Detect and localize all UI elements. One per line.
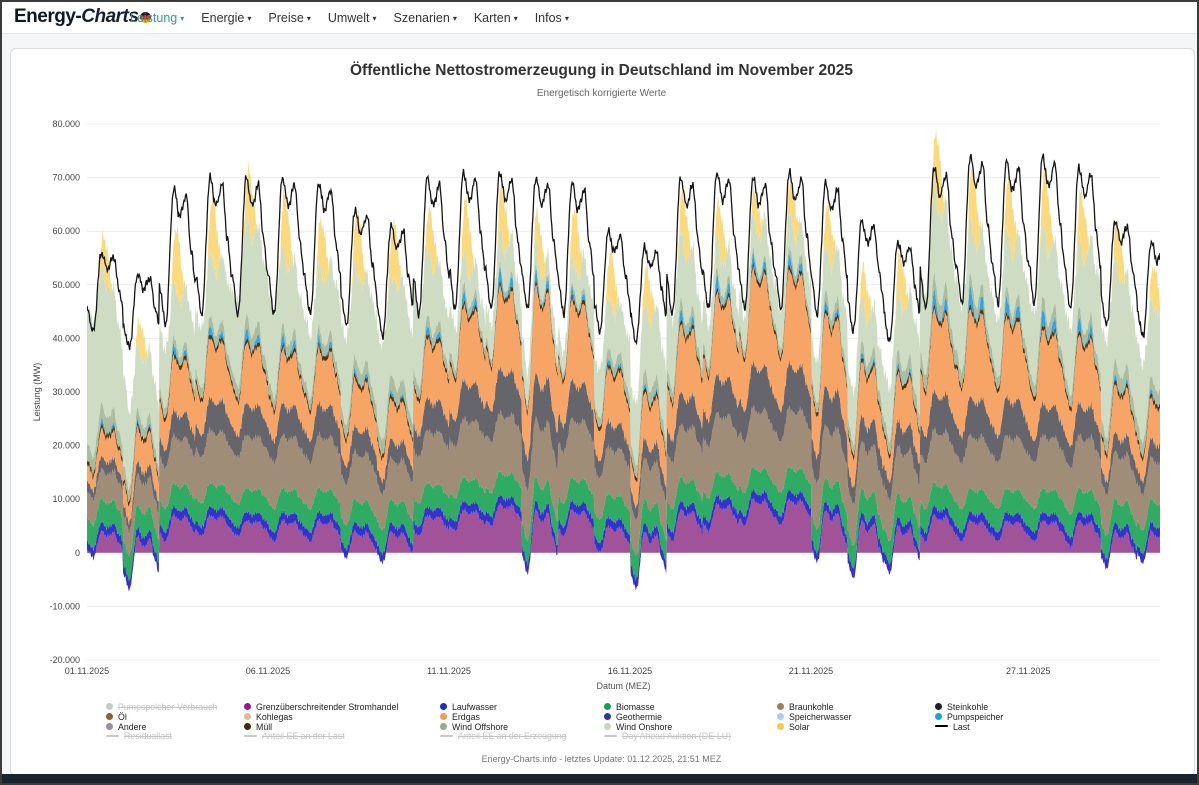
- legend-line-icon: [106, 735, 119, 737]
- legend-item-residuallast[interactable]: [106, 731, 217, 741]
- chevron-down-icon: ▾: [564, 13, 569, 23]
- legend-label: Steinkohle: [947, 701, 989, 712]
- legend-label: Kohlegas: [256, 711, 293, 722]
- legend-line-icon: [244, 735, 257, 737]
- nav-item-umwelt[interactable]: Umwelt ▾: [327, 10, 377, 25]
- legend-item-geothermie[interactable]: [604, 712, 731, 722]
- update-status-text: Energy-Charts.info - letztes Update: 01.12.2025, 21:51 MEZ: [481, 754, 722, 764]
- legend-label: Wind Offshore: [452, 721, 509, 732]
- legend-column: [106, 702, 217, 741]
- legend-dot-icon: [106, 723, 113, 730]
- legend-dot-icon: [777, 703, 784, 710]
- legend-label: Last: [953, 721, 970, 732]
- y-tick-label: 70.000: [52, 172, 80, 183]
- legend-item-oel[interactable]: [106, 712, 217, 722]
- legend-dot-icon: [440, 703, 447, 710]
- legend-item-braunkohle[interactable]: [777, 702, 852, 712]
- x-axis-label: Datum (MEZ): [596, 681, 651, 691]
- brand-part1: Energy-: [14, 6, 82, 27]
- bottom-edge-bar: [2, 774, 1197, 783]
- legend-item-day-ahead[interactable]: [604, 731, 731, 741]
- chevron-down-icon: ▾: [306, 13, 311, 23]
- legend-item-last[interactable]: [935, 722, 1003, 732]
- legend-label: Pumpspeicher: [947, 711, 1004, 722]
- legend-label: Solar: [789, 721, 810, 732]
- y-tick-label: -10.000: [49, 601, 80, 612]
- x-tick-label: 21.11.2025: [788, 666, 834, 676]
- legend-label: Erdgas: [452, 711, 480, 722]
- legend-column: [935, 702, 1003, 731]
- legend-item-anteil-ee-last[interactable]: [244, 731, 398, 741]
- generation-stacked-area-chart[interactable]: [2, 2, 1199, 785]
- legend-item-wind-onshore[interactable]: [604, 722, 731, 732]
- nav-item-szenarien[interactable]: Szenarien ▾: [393, 10, 457, 25]
- legend-dot-icon: [244, 703, 251, 710]
- legend-label: Grenzüberschreitender Stromhandel: [256, 701, 399, 712]
- legend-dot-icon: [106, 713, 113, 720]
- legend-dot-icon: [777, 723, 784, 730]
- legend-dot-icon: [244, 723, 251, 730]
- legend-column: [604, 702, 731, 741]
- legend-dot-icon: [935, 703, 942, 710]
- legend-label: Öl: [118, 711, 127, 722]
- x-tick-label: 16.11.2025: [607, 666, 653, 676]
- chevron-down-icon: ▾: [247, 13, 252, 23]
- y-tick-label: 0: [74, 547, 80, 558]
- legend-dot-icon: [244, 713, 251, 720]
- x-tick-label: 27.11.2025: [1006, 666, 1051, 676]
- legend-item-solar[interactable]: [777, 722, 852, 732]
- nav-item-karten[interactable]: Karten ▾: [473, 10, 518, 25]
- legend-label: Anteil EE an der Last: [262, 731, 345, 742]
- legend-dot-icon: [106, 703, 113, 710]
- legend-dot-icon: [604, 723, 611, 730]
- legend-item-speicherwasser[interactable]: [777, 712, 852, 722]
- legend-label: Müll: [256, 721, 273, 732]
- legend-label: Wind Onshore: [616, 721, 673, 732]
- legend-label: Day Ahead Auktion (DE-LU): [622, 731, 732, 742]
- legend-dot-icon: [604, 713, 611, 720]
- nav-item-infos[interactable]: Infos ▾: [534, 10, 569, 25]
- legend-item-wind-offshore[interactable]: [440, 722, 567, 732]
- chevron-down-icon: ▾: [452, 13, 457, 23]
- y-tick-label: 30.000: [52, 387, 80, 397]
- legend-item-pumpspeicher-verbrauch[interactable]: [106, 702, 217, 712]
- legend-label: Residuallast: [124, 731, 172, 742]
- legend-label: Braunkohle: [789, 701, 834, 712]
- chart-subtitle: Energetisch korrigierte Werte: [536, 88, 667, 99]
- y-tick-label: 60.000: [52, 226, 80, 237]
- nav-item-energie[interactable]: Energie ▾: [201, 10, 252, 25]
- legend-item-kohlegas[interactable]: [244, 712, 398, 722]
- chevron-down-icon: ▾: [372, 13, 377, 23]
- legend-line-icon: [604, 735, 617, 737]
- legend-label: Pumpspeicher-Verbrauch: [118, 701, 218, 712]
- nav-item-leistung[interactable]: Leistung ▾: [130, 10, 185, 25]
- legend-item-stromhandel[interactable]: [244, 702, 398, 712]
- y-tick-label: -20.000: [49, 655, 80, 665]
- chevron-down-icon: ▾: [180, 13, 185, 23]
- legend-item-andere[interactable]: [106, 722, 217, 732]
- x-tick-label: 06.11.2025: [245, 666, 291, 676]
- legend-label: Laufwasser: [452, 701, 497, 712]
- y-tick-label: 10.000: [52, 494, 80, 505]
- chevron-down-icon: ▾: [513, 13, 518, 23]
- x-tick-label: 11.11.2025: [427, 666, 471, 676]
- legend-label: Biomasse: [616, 701, 655, 712]
- legend-item-biomasse[interactable]: [604, 702, 731, 712]
- legend-line-icon: [935, 725, 948, 727]
- legend-dot-icon: [440, 723, 447, 730]
- x-tick-label: 01.11.2025: [64, 666, 110, 676]
- legend-item-anteil-ee-erzeugung[interactable]: [440, 731, 567, 741]
- y-tick-label: 40.000: [52, 333, 80, 344]
- legend-label: Geothermie: [616, 711, 662, 722]
- legend-item-laufwasser[interactable]: [440, 702, 567, 712]
- legend-column: [440, 702, 567, 741]
- legend-item-steinkohle[interactable]: [935, 702, 1003, 712]
- legend-label: Andere: [118, 721, 147, 732]
- chart-title: Öffentliche Nettostromerzeugung in Deutschland im November 2025: [350, 62, 853, 79]
- y-tick-label: 20.000: [52, 440, 80, 451]
- y-axis-label: Leistung (MW): [32, 362, 42, 422]
- legend-item-pumpspeicher[interactable]: [935, 712, 1003, 722]
- legend-column: [777, 702, 852, 731]
- legend-dot-icon: [604, 703, 611, 710]
- legend-dot-icon: [440, 713, 447, 720]
- brand-part2: Charts: [81, 6, 139, 27]
- legend-label: Speicherwasser: [789, 711, 852, 722]
- y-tick-label: 50.000: [52, 279, 80, 290]
- nav-item-preise[interactable]: Preise ▾: [268, 10, 311, 25]
- legend-item-erdgas[interactable]: [440, 712, 567, 722]
- legend-label: Anteil EE an der Erzeugung: [458, 731, 567, 742]
- legend-item-muell[interactable]: [244, 722, 398, 732]
- legend-column: [244, 702, 398, 741]
- legend-line-icon: [440, 735, 453, 737]
- legend-dot-icon: [935, 713, 942, 720]
- y-tick-label: 80.000: [52, 119, 80, 129]
- legend-dot-icon: [777, 713, 784, 720]
